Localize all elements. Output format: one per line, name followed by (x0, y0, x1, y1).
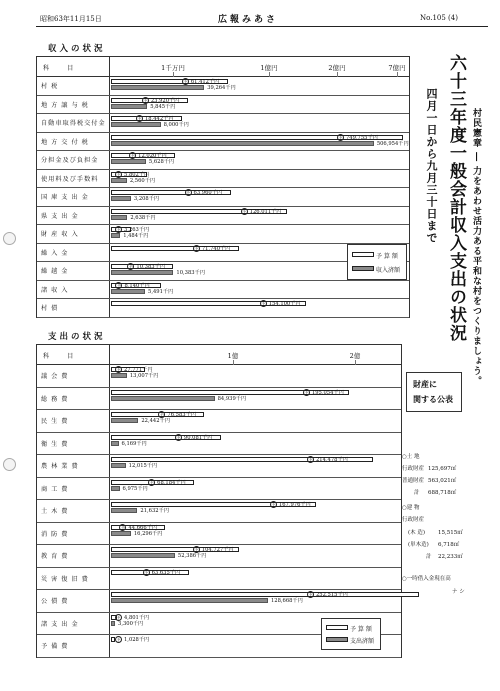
budget-value-text: 8,140千円 (124, 282, 150, 289)
expense-budget-value (307, 591, 348, 598)
income-budget-value (193, 245, 231, 252)
yen-mark-icon: 予 (242, 208, 247, 214)
income-actual-value: 8,000千円 (163, 122, 189, 128)
expense-chart-panel (36, 344, 402, 658)
income-actual-value: 2,560千円 (129, 177, 156, 184)
income-actual-bar (111, 289, 145, 294)
loan-value: ナ シ (452, 589, 465, 595)
yen-mark-icon: 予 (194, 245, 199, 251)
income-budget-value (241, 208, 282, 215)
expense-budget-value (307, 456, 348, 463)
expense-budget-value (148, 479, 186, 486)
yen-mark-icon: 予 (116, 637, 121, 642)
budget-value-text: 63,635千円 (151, 569, 181, 576)
expense-actual-value: 12,015千円 (128, 463, 158, 469)
budget-value-text: 10,383千円 (136, 264, 165, 270)
expense-row-label: 商 工 費 (41, 485, 69, 493)
budget-value-text: 1,028千円 (124, 637, 150, 643)
loan-heading: ○一時借入金現在高 (402, 576, 451, 582)
header-issue: No.105 (4) (420, 14, 458, 22)
building-total-value: 22,233㎡ (438, 554, 463, 560)
income-budget-value (260, 300, 301, 307)
building-nonwood-value: 6,718㎡ (438, 542, 460, 548)
expense-actual-value: 84,939千円 (217, 395, 247, 402)
income-row-label: 地 方 譲 与 税 (41, 101, 89, 109)
yen-mark-icon: 予 (304, 389, 309, 395)
expense-row-label: 総 務 費 (41, 395, 69, 403)
expense-budget-value (175, 434, 213, 441)
income-row-label: 地 方 交 付 税 (41, 138, 89, 146)
income-actual-value: 5,628千円 (148, 159, 175, 165)
income-budget-value (127, 263, 165, 270)
yen-mark-icon: 予 (116, 171, 121, 177)
building-wood-value: 15,515㎡ (438, 530, 463, 536)
income-actual-value: 506,954千円 (376, 140, 409, 147)
building-admin-label: 行政財産 (402, 517, 425, 523)
budget-value-text: 18,442千円 (145, 116, 174, 122)
income-row-label: 自動車取得税交付金 (41, 120, 106, 128)
expense-actual-bar (111, 531, 131, 536)
yen-mark-icon: 予 (159, 412, 164, 417)
land-heading: ○土 地 (402, 454, 420, 460)
expense-row-label: 土 木 費 (41, 508, 69, 516)
header-date: 昭和63年11月15日 (40, 15, 102, 23)
expense-table-row (37, 409, 401, 433)
land-admin-label: 行政財産 (402, 466, 425, 472)
expense-row-label: 諸 支 出 金 (41, 620, 79, 628)
yen-mark-icon: 予 (116, 227, 121, 232)
yen-mark-icon: 予 (183, 79, 188, 84)
expense-legend (321, 618, 381, 650)
income-row-label: 諸 収 入 (41, 286, 69, 294)
binder-hole-bottom (3, 458, 16, 471)
budget-value-text: 27,771千円 (124, 367, 153, 373)
income-actual-bar (111, 104, 147, 109)
income-budget-value (185, 189, 223, 196)
yen-mark-icon: 予 (271, 502, 276, 507)
income-actual-value: 1,484千円 (123, 233, 149, 239)
expense-budget-value (270, 501, 311, 508)
budget-value-text: 4,801千円 (124, 614, 150, 621)
building-heading: ○建 物 (402, 505, 420, 511)
land-general-label: 普通財産 (402, 478, 425, 484)
property-title-box (406, 372, 462, 412)
expense-table-row (37, 522, 401, 546)
expense-table-row (37, 364, 401, 388)
income-actual-bar (111, 159, 146, 164)
income-actual-bar (111, 85, 204, 90)
yen-mark-icon: 予 (186, 190, 191, 195)
expense-actual-value: 16,296千円 (133, 530, 163, 537)
income-axis-tick-2: 2億円 (328, 64, 346, 72)
expense-row-label: 災 害 復 旧 費 (41, 575, 89, 583)
headline-sub: 四月一日から九月三十日まで (425, 88, 438, 244)
income-row-label: 国 庫 支 出 金 (41, 194, 89, 202)
legend-budget-swatch (352, 252, 374, 257)
income-actual-bar (111, 122, 161, 127)
expense-budget-value (303, 389, 344, 396)
expense-row-label: 農 林 業 費 (41, 463, 79, 471)
yen-mark-icon: 予 (308, 457, 313, 462)
property-title-line-1: 財産に (413, 379, 437, 389)
expense-table-row (37, 567, 401, 591)
expense-actual-value: 52,386千円 (177, 553, 207, 559)
income-row-label: 繰 入 金 (41, 249, 69, 257)
yen-mark-icon: 予 (116, 614, 121, 620)
budget-value-text: 104,727千円 (201, 547, 234, 553)
expense-actual-bar (111, 486, 120, 491)
income-row-label: 使用料及び手数料 (41, 175, 99, 183)
income-actual-bar (111, 196, 131, 201)
yen-mark-icon: 予 (308, 592, 313, 597)
header-rule (36, 26, 488, 27)
expense-actual-bar (111, 418, 138, 423)
income-actual-value: 5,845千円 (150, 103, 176, 110)
income-row-label: 村 税 (41, 83, 59, 91)
budget-value-text: 167,976千円 (278, 502, 311, 508)
expense-actual-value: 6,169千円 (121, 440, 147, 447)
expense-budget-bar (111, 592, 419, 597)
yen-mark-icon: 予 (143, 97, 148, 103)
income-section-title: 収入の状況 (48, 44, 106, 54)
income-actual-bar (111, 233, 120, 238)
legend-actual-swatch (352, 266, 374, 271)
yen-mark-icon: 予 (261, 301, 266, 306)
budget-value-text: 71,740千円 (201, 245, 231, 252)
income-header-label: 科 目 (43, 65, 82, 72)
budget-value-text: 90,081千円 (183, 434, 213, 441)
income-budget-value (337, 134, 378, 141)
land-total-value: 688,718㎡ (428, 490, 457, 496)
expense-row-label: 教 育 費 (41, 553, 69, 561)
budget-value-text: 76,583千円 (167, 412, 196, 418)
expense-actual-value: 22,442千円 (141, 418, 170, 424)
land-admin-value: 125,697㎡ (428, 466, 457, 472)
legend-budget-label: 予 算 額 (350, 626, 372, 633)
yen-mark-icon: 予 (149, 479, 154, 485)
budget-value-text: 252,515千円 (316, 592, 348, 598)
land-general-value: 563,021㎡ (428, 478, 457, 484)
expense-actual-bar (111, 373, 127, 378)
income-header-row (37, 57, 409, 77)
income-actual-bar (111, 178, 127, 183)
budget-value-text: 749,755千円 (346, 134, 378, 141)
income-actual-bar (111, 215, 127, 220)
village-charter-slogan: 村民憲章 ― 力をあわせ活力ある平和な村をつくりましょう。 (471, 108, 481, 387)
income-row-label: 県 支 出 金 (41, 212, 79, 220)
expense-row-label: 衛 生 費 (41, 440, 69, 448)
legend-actual-swatch (326, 637, 348, 642)
income-table-row (37, 224, 409, 244)
income-axis-tick-1: 1億円 (260, 64, 278, 72)
land-total-label: 計 (414, 490, 420, 496)
expense-actual-bar (111, 621, 115, 626)
legend-actual-label: 収入済額 (376, 267, 401, 274)
budget-value-text: 214,478千円 (316, 457, 348, 463)
budget-value-text: 126,011千円 (249, 208, 282, 215)
yen-mark-icon: 予 (116, 282, 121, 288)
expense-actual-bar (111, 463, 126, 468)
expense-axis-tick-1: 2億 (349, 352, 361, 360)
expense-actual-value: 6,975千円 (122, 485, 148, 492)
yen-mark-icon: 予 (137, 116, 142, 121)
expense-row-label: 公 債 費 (41, 598, 69, 606)
income-table-row (37, 280, 409, 300)
yen-mark-icon: 予 (120, 524, 125, 530)
expense-header-row (37, 345, 401, 365)
expense-budget-value (143, 569, 181, 576)
income-actual-value: 10,383千円 (176, 270, 205, 276)
legend-budget-swatch (326, 625, 348, 630)
budget-value-text: 5,802千円 (124, 171, 150, 178)
income-row-label: 繰 越 金 (41, 268, 69, 276)
legend-budget-label: 予 算 額 (376, 253, 398, 260)
binder-hole-top (3, 232, 16, 245)
budget-value-text: 3,263千円 (124, 227, 150, 233)
expense-actual-value: 13,007千円 (129, 373, 159, 379)
income-table-row (37, 95, 409, 115)
income-row-label: 分担金及び負担金 (41, 157, 99, 165)
building-wood-label: (木 造) (408, 530, 426, 536)
expense-row-label: 消 防 費 (41, 530, 69, 538)
expense-axis-tick-0: 1億 (227, 352, 239, 360)
expense-actual-value: 3,300千円 (118, 620, 144, 627)
yen-mark-icon: 予 (338, 134, 343, 140)
expense-actual-bar (111, 508, 137, 513)
expense-actual-value: 128,668千円 (270, 598, 303, 604)
expense-row-label: 予 備 費 (41, 643, 69, 651)
yen-mark-icon: 予 (116, 367, 121, 372)
yen-mark-icon: 予 (144, 569, 149, 575)
expense-actual-bar (111, 598, 268, 603)
property-list (402, 452, 496, 622)
property-title-line-2: 関する公表 (413, 394, 453, 404)
income-axis-tick-3: 7億円 (388, 64, 406, 72)
budget-value-text: 195,054千円 (311, 389, 344, 396)
yen-mark-icon: 予 (176, 434, 181, 440)
expense-header-label: 科 目 (43, 353, 82, 360)
income-actual-value: 5,491千円 (148, 288, 174, 295)
income-axis-tick-0: 1千万円 (161, 64, 185, 72)
income-actual-value: 3,208千円 (133, 196, 160, 202)
expense-actual-bar (111, 553, 175, 558)
income-actual-bar (111, 270, 173, 275)
income-legend (347, 244, 407, 280)
budget-value-text: 12,020千円 (138, 153, 167, 159)
expense-section-title: 支出の状況 (48, 332, 106, 342)
budget-value-text: 68,184千円 (157, 479, 186, 486)
expense-row-label: 民 生 費 (41, 418, 69, 426)
expense-actual-bar (111, 396, 215, 401)
legend-actual-label: 支出済額 (350, 638, 375, 645)
budget-value-text: 154,100千円 (268, 301, 301, 307)
expense-budget-value (115, 636, 149, 643)
budget-value-text: 23,920千円 (150, 97, 180, 104)
expense-row-label: 議 会 費 (41, 373, 69, 381)
income-budget-value (115, 282, 149, 289)
yen-mark-icon: 予 (130, 153, 135, 158)
budget-value-text: 44,666千円 (128, 524, 158, 531)
building-total-label: 計 (426, 554, 432, 560)
budget-value-text: 63,960千円 (193, 190, 223, 196)
yen-mark-icon: 予 (194, 547, 199, 552)
yen-mark-icon: 予 (128, 264, 133, 269)
header-title: 広報みあさ (218, 15, 279, 25)
expense-table-row (37, 477, 401, 501)
income-row-label: 財 産 収 入 (41, 231, 79, 239)
expense-actual-value: 21,632千円 (140, 508, 169, 514)
headline-main: 六十三年度一般会計収入支出の状況 (446, 54, 466, 342)
building-nonwood-label: (単木造) (408, 542, 429, 548)
income-actual-bar (111, 141, 374, 146)
expense-actual-bar (111, 441, 119, 446)
income-row-label: 村 債 (41, 305, 59, 313)
income-actual-value: 2,638千円 (130, 214, 156, 221)
budget-value-text: 61,412千円 (190, 79, 220, 85)
income-chart-panel (36, 56, 410, 318)
income-actual-value: 39,264千円 (207, 85, 236, 91)
